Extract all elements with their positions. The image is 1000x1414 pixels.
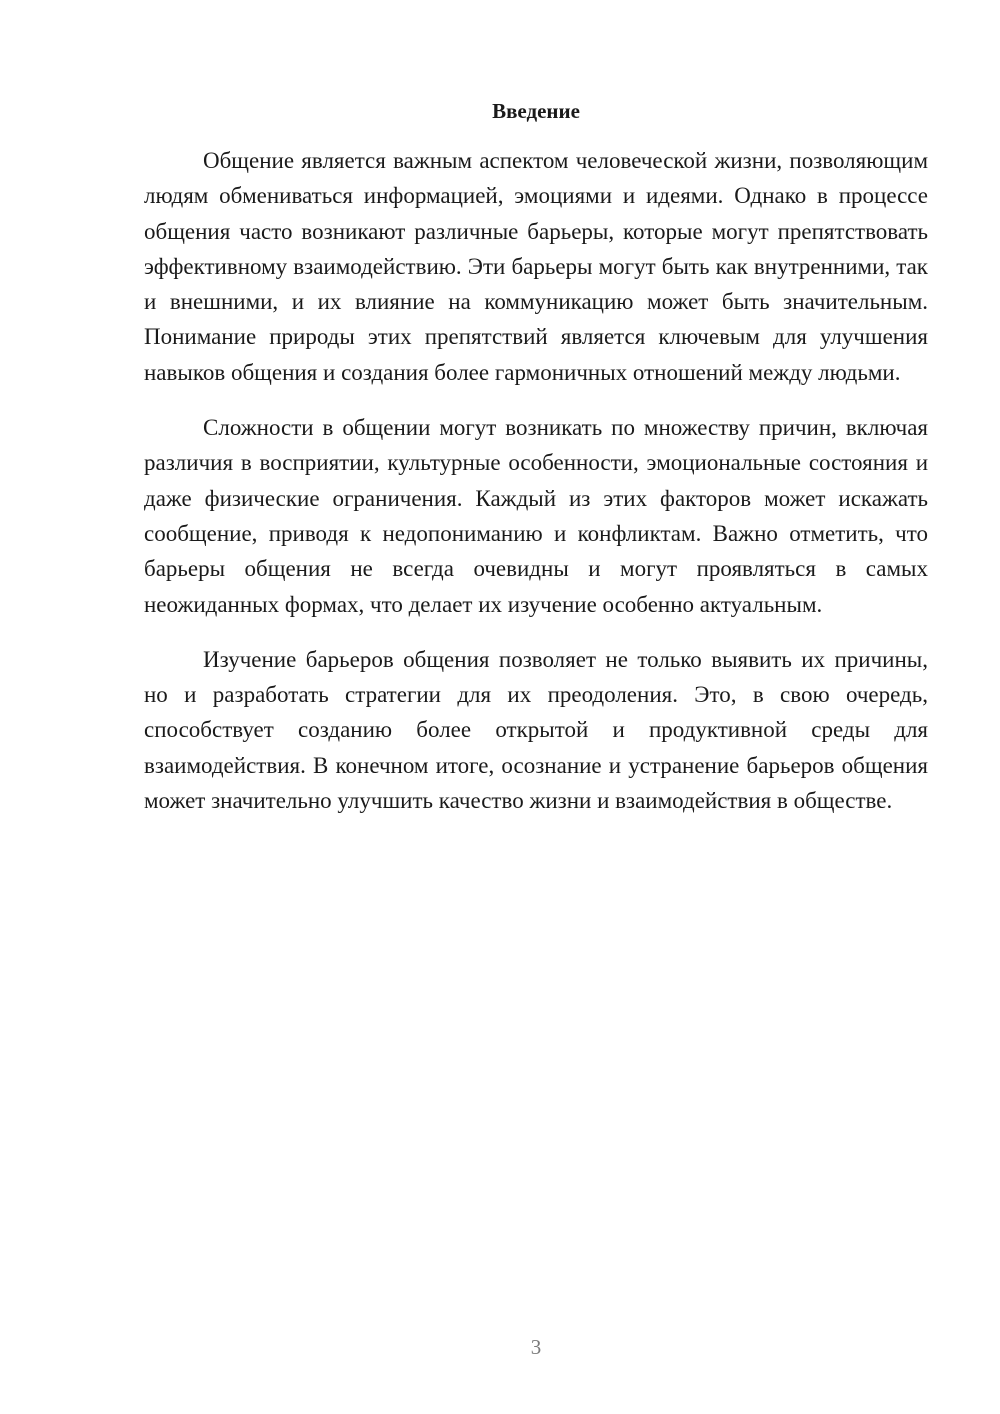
paragraph-intro: Общение является важным аспектом человеческой жизни, позволяющим людям обмениваться информацией, эмоциями и идеями. Однако в процессе общения часто возникают различные барьеры, которые могут препятствовать эффективному взаимодействию. Эти барьеры могут быть как внутренними, так и внешними, и их влияние на коммуникацию может быть значительным. Понимание природы этих препятствий является ключевым для улучшения навыков общения и создания более гармоничных отношений между людьми. [144, 148, 928, 385]
paragraph-difficulties: Сложности в общении могут возникать по множеству причин, включая различия в восприятии, культурные особенности, эмоциональные состояния и даже физические ограничения. Каждый из этих факторов может искажать сообщение, приводя к недопониманию и конфликтам. Важно отметить, что барьеры общения не всегда очевидны и могут проявляться в самых неожиданных формах, что делает их изучение особенно актуальным. [144, 415, 928, 617]
paragraph-study: Изучение барьеров общения позволяет не только выявить их причины, но и разработать стратегии для их преодоления. Это, в свою очередь, способствует созданию более открытой и продуктивной среды для взаимодействия. В конечном итоге, осознание и устранение барьеров общения может значительно улучшить качество жизни и взаимодействия в обществе. [144, 646, 928, 814]
body-text [144, 143, 928, 818]
page-number: 3 [530, 1335, 542, 1359]
section-title: Введение [492, 99, 580, 123]
